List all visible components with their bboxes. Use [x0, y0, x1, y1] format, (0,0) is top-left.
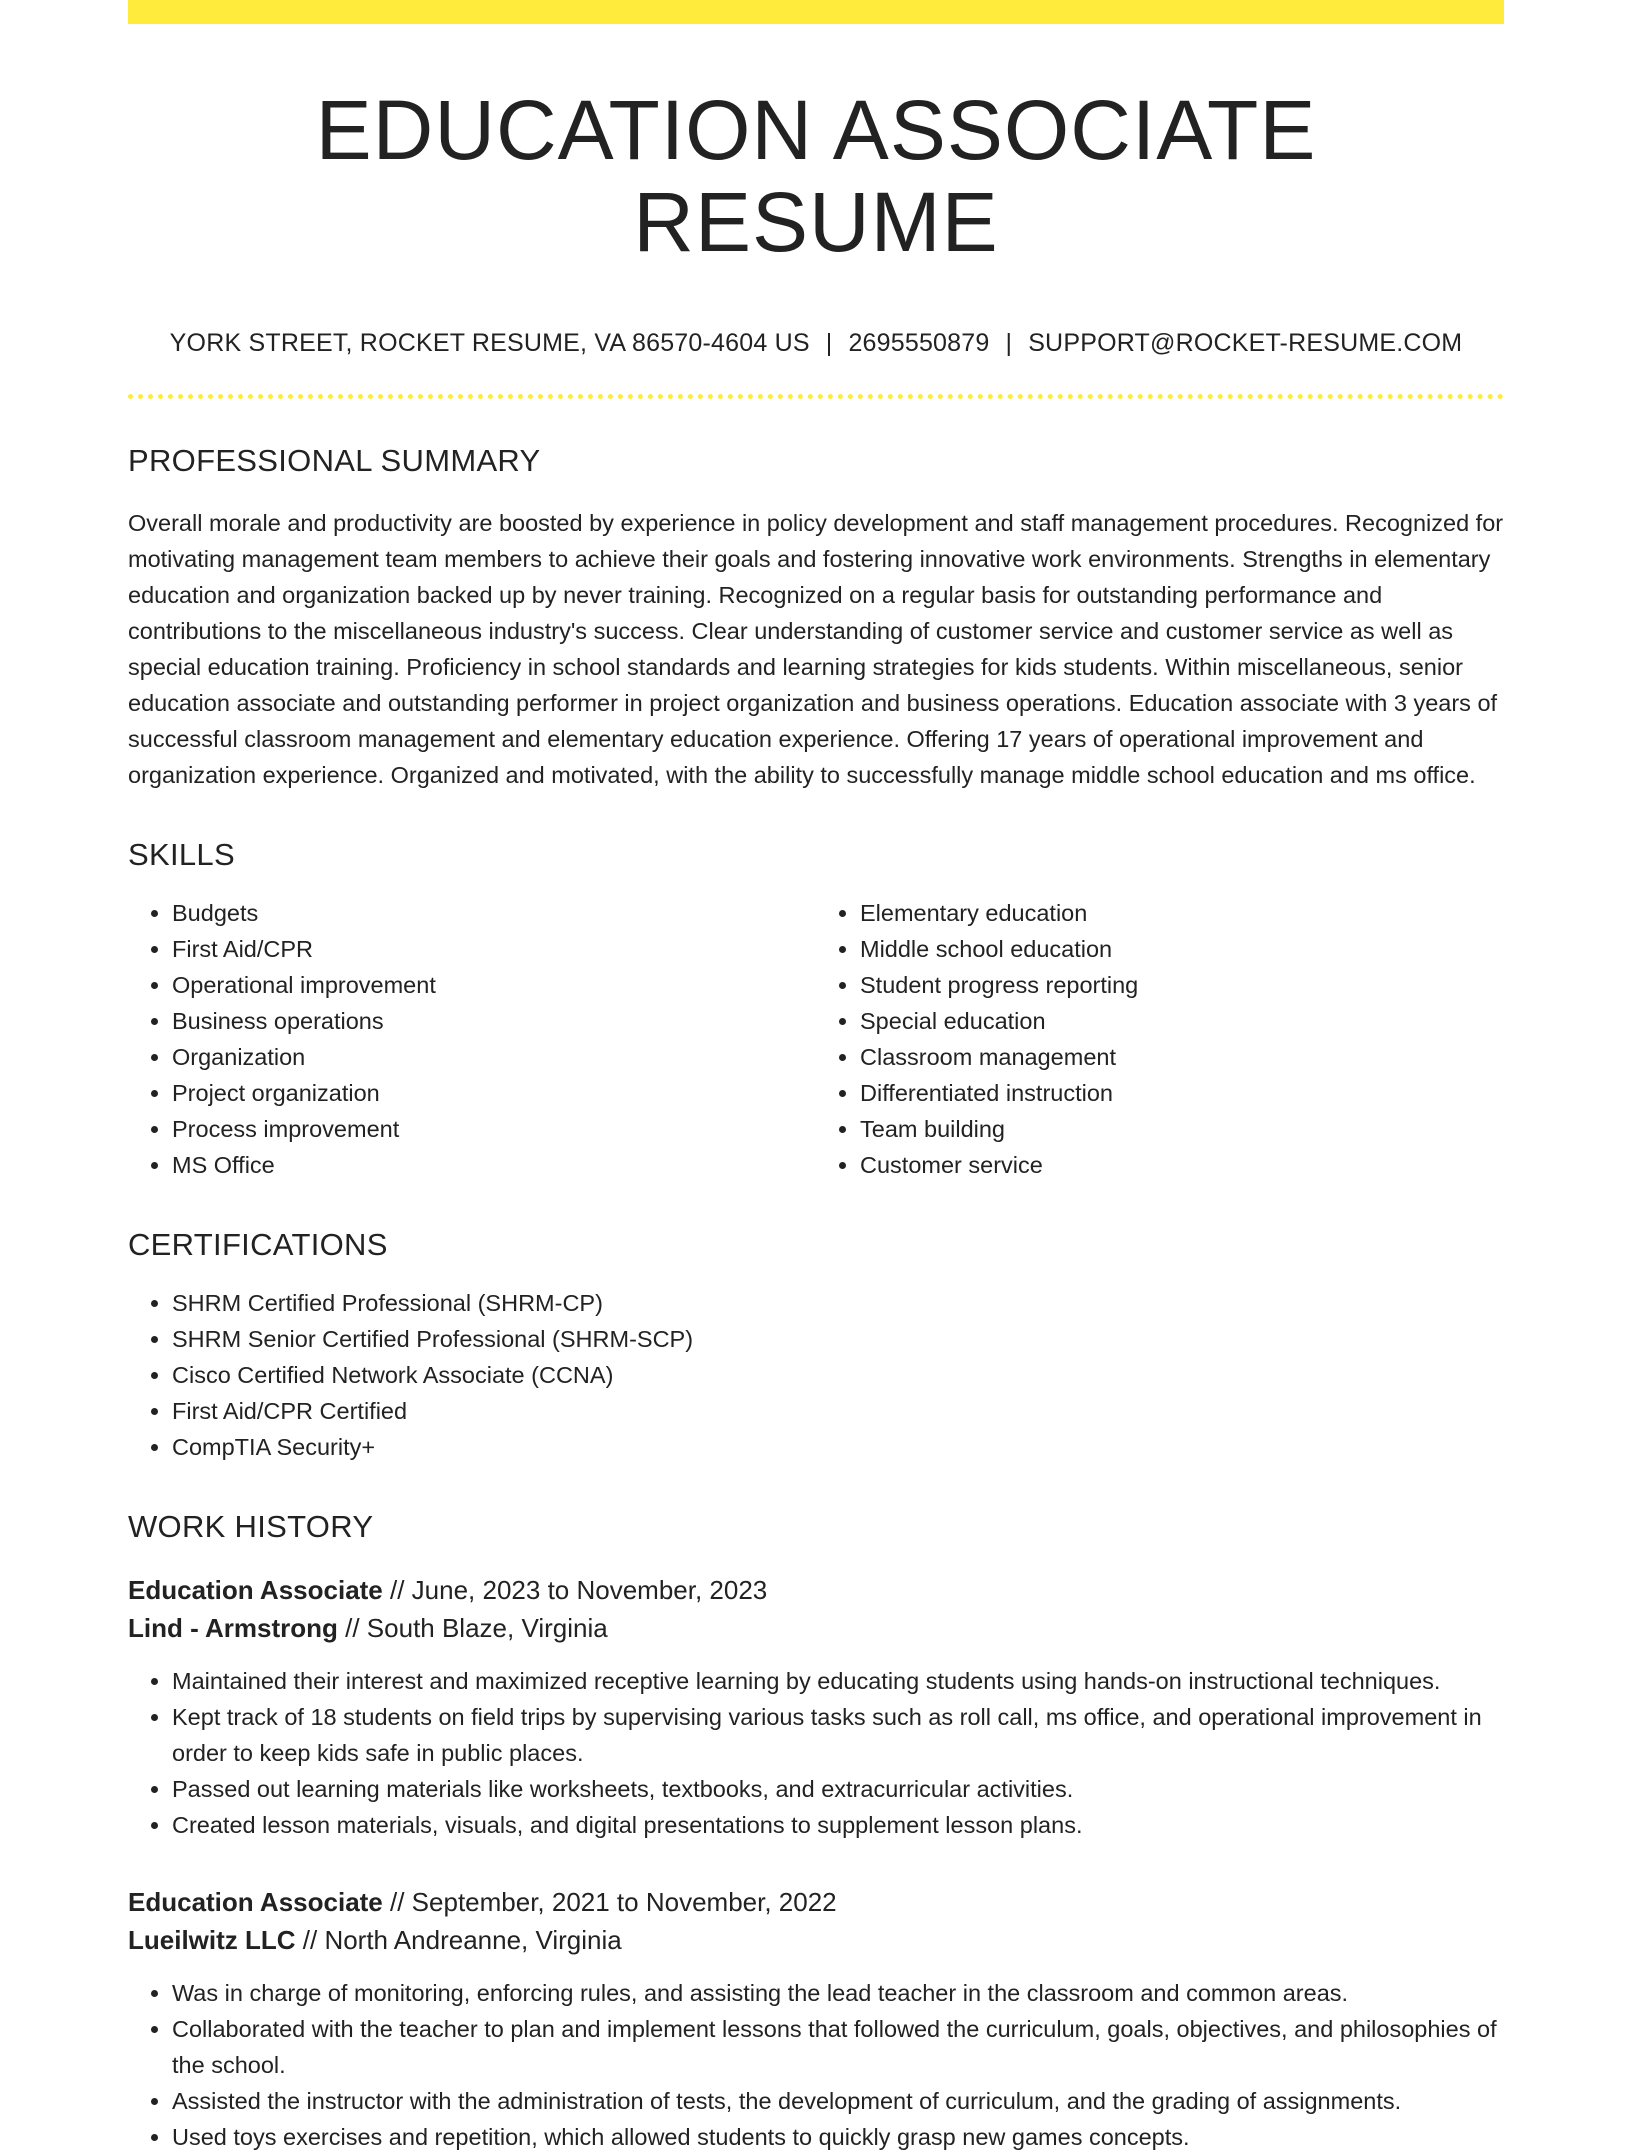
skill-item: • Special education — [860, 1003, 1504, 1039]
skill-item: • Team building — [860, 1111, 1504, 1147]
certifications-list — [128, 1285, 1504, 1465]
skill-item: • First Aid/CPR — [172, 931, 816, 967]
skill-item: • MS Office — [172, 1147, 816, 1183]
skill-item: • Elementary education — [860, 895, 1504, 931]
resume-title: EDUCATION ASSOCIATE RESUME — [315, 83, 1317, 270]
skill-item: • Customer service — [860, 1147, 1504, 1183]
job-company-line — [128, 1609, 1504, 1647]
skills-grid — [128, 873, 1504, 1183]
job-location: // North Andreanne, Virginia — [295, 1924, 622, 1955]
work-history-heading: WORK HISTORY — [128, 1508, 374, 1544]
summary-text: Overall morale and productivity are boosted by experience in policy development and staff management procedures. Recognized for motivating management team members to achieve their goals and fostering innovative work environments. Strengths in elementary education and organization backed up by never training. Recognized on a regular basis for outstanding performance and contributions to the miscellaneous industry's success. Clear understanding of customer service and customer service as well as special education training. Proficiency in school standards and learning strategies for kids students. Within miscellaneous, senior education associate and outstanding performer in project organization and business operations. Education associate with 3 years of successful classroom management and elementary education experience. Offering 17 years of operational improvement and organization experience. Organized and motivated, with the ability to successfully manage middle school education and ms office. — [128, 509, 1504, 788]
certification-item: • SHRM Certified Professional (SHRM-CP) — [172, 1285, 1504, 1321]
skill-item: • Differentiated instruction — [860, 1075, 1504, 1111]
resume-page — [128, 0, 1504, 2155]
job-company: Lueilwitz LLC — [128, 1924, 296, 1955]
job-bullet: • Created lesson materials, visuals, and digital presentations to supplement lesson plans. — [172, 1807, 1504, 1843]
job-bullet: • Was in charge of monitoring, enforcing rules, and assisting the lead teacher in the classroom and common areas. — [172, 1975, 1504, 2011]
job-bullets — [128, 1975, 1504, 2155]
job-bullets — [128, 1663, 1504, 1843]
job-dates: // September, 2021 to November, 2022 — [382, 1886, 837, 1917]
job-entry — [128, 1883, 1504, 2155]
job-bullet: • Used toys exercises and repetition, which allowed students to quickly grasp new games concepts. — [172, 2119, 1504, 2155]
contact-separator: | — [1005, 328, 1013, 357]
job-title-line — [128, 1571, 1504, 1609]
skills-list-right — [816, 895, 1504, 1183]
certification-item: • SHRM Senior Certified Professional (SHRM-SCP) — [172, 1321, 1504, 1357]
skill-item: • Business operations — [172, 1003, 816, 1039]
job-entry — [128, 1571, 1504, 1843]
skill-item: • Process improvement — [172, 1111, 816, 1147]
job-title: Education Associate — [128, 1574, 383, 1605]
contact-separator: | — [825, 328, 833, 357]
certification-item: • First Aid/CPR Certified — [172, 1393, 1504, 1429]
skill-item: • Project organization — [172, 1075, 816, 1111]
job-bullet: • Assisted the instructor with the administration of tests, the development of curriculum, and the grading of assignments. — [172, 2083, 1504, 2119]
contact-phone: 2695550879 — [848, 328, 990, 357]
job-bullet: • Kept track of 18 students on field trips by supervising various tasks such as roll call, ms office, and operational improvement in order to keep kids safe in public places. — [172, 1699, 1504, 1771]
job-company-line — [128, 1921, 1504, 1959]
job-bullet: • Collaborated with the teacher to plan and implement lessons that followed the curriculum, goals, objectives, and philosophies of the school. — [172, 2011, 1504, 2083]
contact-address: YORK STREET, ROCKET RESUME, VA 86570-4604 US — [169, 328, 810, 357]
skill-item: • Student progress reporting — [860, 967, 1504, 1003]
dotted-divider — [128, 394, 1504, 399]
contact-email: SUPPORT@ROCKET-RESUME.COM — [1028, 328, 1463, 357]
certifications-heading: CERTIFICATIONS — [128, 1226, 388, 1262]
accent-top-bar — [128, 0, 1504, 24]
job-company: Lind - Armstrong — [128, 1612, 338, 1643]
skills-heading: SKILLS — [128, 836, 235, 872]
skill-item: • Organization — [172, 1039, 816, 1075]
certification-item: • Cisco Certified Network Associate (CCNA) — [172, 1357, 1504, 1393]
job-title: Education Associate — [128, 1886, 383, 1917]
skills-list-left — [128, 895, 816, 1183]
job-dates: // June, 2023 to November, 2023 — [382, 1574, 768, 1605]
job-bullet: • Maintained their interest and maximized receptive learning by educating students using hands-on instructional techniques. — [172, 1663, 1504, 1699]
job-title-line — [128, 1883, 1504, 1921]
job-location: // South Blaze, Virginia — [337, 1612, 608, 1643]
skill-item: • Classroom management — [860, 1039, 1504, 1075]
skill-item: • Operational improvement — [172, 967, 816, 1003]
skill-item: • Middle school education — [860, 931, 1504, 967]
certification-item: • CompTIA Security+ — [172, 1429, 1504, 1465]
contact-line — [128, 329, 1504, 358]
skill-item: • Budgets — [172, 895, 816, 931]
summary-heading: PROFESSIONAL SUMMARY — [128, 442, 541, 478]
job-bullet: • Passed out learning materials like worksheets, textbooks, and extracurricular activities. — [172, 1771, 1504, 1807]
